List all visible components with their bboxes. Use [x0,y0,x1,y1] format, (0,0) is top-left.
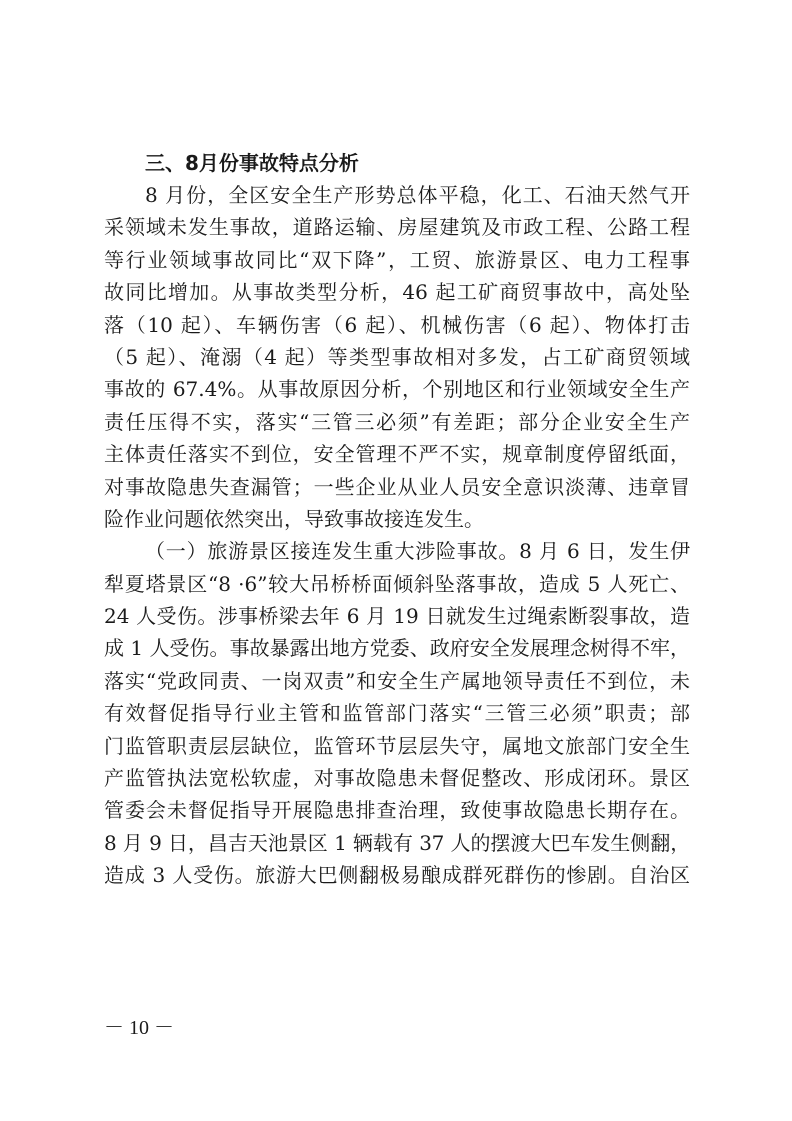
section-heading: 三、8月份事故特点分析 [145,151,359,175]
page-content [104,147,690,892]
text-line: 落（10 起）、车辆伤害（6 起）、机械伤害（6 起）、物体打击 [104,312,690,337]
text-line: 故同比增加。从事故类型分析，46 起工矿商贸事故中，高处坠 [104,280,690,305]
text-line: 管委会未督促指导开展隐患排查治理，致使事故隐患长期存在。 [104,798,690,823]
text-line: 对事故隐患失查漏管；一些企业从业人员安全意识淡薄、违章冒 [104,474,690,499]
text-line: 8 月 9 日，昌吉天池景区 1 辆载有 37 人的摆渡大巴车发生侧翻， [104,830,690,855]
text-line: 主体责任落实不到位，安全管理不严不实，规章制度停留纸面， [104,442,690,467]
text-line: 24 人受伤。涉事桥梁去年 6 月 19 日就发生过绳索断裂事故，造 [104,604,690,629]
text-line: 险作业问题依然突出，导致事故接连发生。 [104,506,484,531]
paragraph-overview [104,179,690,535]
text-line: 8 月份，全区安全生产形势总体平稳，化工、石油天然气开 [145,183,690,207]
text-line: （5 起）、淹溺（4 起）等类型事故相对多发，占工矿商贸领域 [104,344,690,369]
text-line: 犁夏塔景区“8 ·6”较大吊桥桥面倾斜坠落事故，造成 5 人死亡、 [104,571,690,596]
text-line: 等行业领域事故同比“双下降”，工贸、旅游景区、电力工程事 [104,247,690,272]
text-line: 采领域未发生事故，道路运输、房屋建筑及市政工程、公路工程 [104,215,690,240]
text-line: 落实“党政同责、一岗双责”和安全生产属地领导责任不到位，未 [104,668,690,693]
text-line: 造成 3 人受伤。旅游大巴侧翻极易酿成群死群伤的惨剧。自治区 [104,863,690,888]
text-line: 成 1 人受伤。事故暴露出地方党委、政府安全发展理念树得不牢， [104,636,690,661]
text-line: 责任压得不实，落实“三管三必须”有差距；部分企业安全生产 [104,409,690,434]
text-line: 有效督促指导行业主管和监管部门落实“三管三必须”职责；部 [104,701,690,726]
page-number: － 10 － [104,1017,174,1039]
text-line: 门监管职责层层缺位，监管环节层层失守，属地文旅部门安全生 [104,733,690,758]
paragraph-tourism-accidents [104,535,690,891]
text-line: 产监管执法宽松软虚，对事故隐患未督促整改、形成闭环。景区 [104,766,690,791]
text-line: （一）旅游景区接连发生重大涉险事故。8 月 6 日，发生伊 [145,539,690,564]
text-line: 事故的 67.4%。从事故原因分析，个别地区和行业领域安全生产 [104,377,690,402]
